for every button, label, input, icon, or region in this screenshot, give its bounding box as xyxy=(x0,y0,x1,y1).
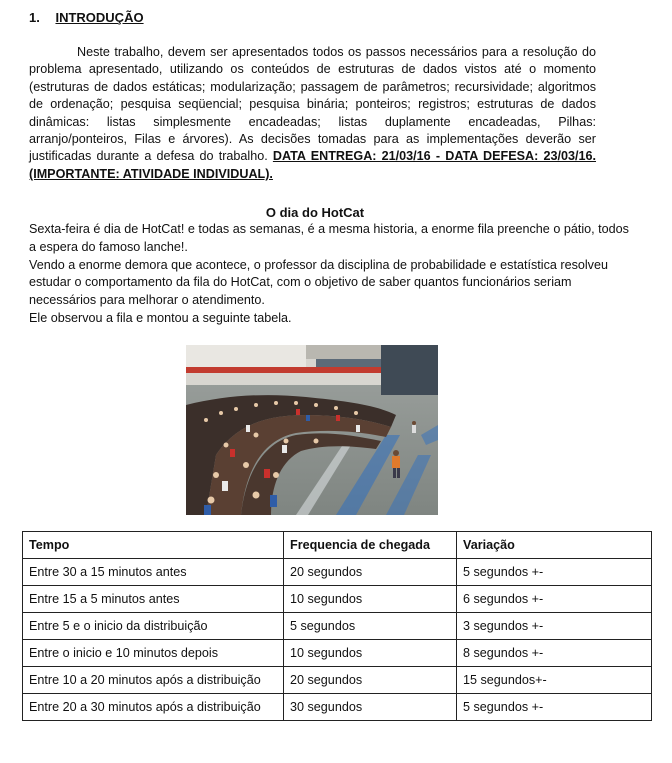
section-number: 1. xyxy=(29,10,40,25)
table-row xyxy=(23,640,652,667)
story-title: O dia do HotCat xyxy=(265,205,365,220)
table-header-row xyxy=(23,532,652,559)
table-cell: Entre 20 a 30 minutos após a distribuição xyxy=(23,694,284,721)
deadline-notice: DATA ENTREGA: 21/03/16 - DATA DEFESA: 23/03/16. (IMPORTANTE: ATIVIDADE INDIVIDUAL). xyxy=(29,149,597,181)
story-text xyxy=(29,221,629,328)
column-header-variacao: Variação xyxy=(457,532,652,559)
table-cell: Entre 15 a 5 minutos antes xyxy=(23,586,284,613)
table-row xyxy=(23,586,652,613)
table-cell: 6 segundos +- xyxy=(457,586,652,613)
table-cell: 8 segundos +- xyxy=(457,640,652,667)
column-header-tempo: Tempo xyxy=(23,532,284,559)
table-cell: 5 segundos +- xyxy=(457,694,652,721)
intro-body: Neste trabalho, devem ser apresentados todos os passos necessários para a resolução do problema apresentado, utilizando os conteúdos de estruturas de dados vistos até o momento (estruturas de dados estáticas; modularização; passagem de parâmetros; recursividade; algoritmos de ordenação; pesquisa seqüencial; pesquisa binária; ponteiros; registros; estruturas de dados dinâmicas: listas simplesmente encadeadas; listas duplamente encadeadas, Pilhas: arranjo/ponteiros, Filas e árvores). As decisões tomadas para as implementações deverão ser justificadas durante a defesa do trabalho. xyxy=(29,45,596,164)
table-cell: 20 segundos xyxy=(284,667,457,694)
arrival-table xyxy=(22,531,652,721)
table-cell: 15 segundos+- xyxy=(457,667,652,694)
column-header-frequencia: Frequencia de chegada xyxy=(284,532,457,559)
table-row xyxy=(23,667,652,694)
table-cell: 10 segundos xyxy=(284,640,457,667)
table-cell: 5 segundos +- xyxy=(457,559,652,586)
section-heading xyxy=(29,10,144,25)
story-paragraph: Sexta-feira é dia de HotCat! e todas as semanas, é a mesma historia, a enorme fila preenche o pátio, todos a espera do famoso lanche!. xyxy=(29,222,629,254)
table-cell: Entre 30 a 15 minutos antes xyxy=(23,559,284,586)
story-paragraph: Ele observou a fila e montou a seguinte tabela. xyxy=(29,310,292,325)
table-cell: Entre o inicio e 10 minutos depois xyxy=(23,640,284,667)
section-title: INTRODUÇÃO xyxy=(55,10,144,25)
queue-photo xyxy=(186,345,438,515)
intro-paragraph xyxy=(29,44,596,183)
table-cell: 10 segundos xyxy=(284,586,457,613)
table-cell: Entre 5 e o inicio da distribuição xyxy=(23,613,284,640)
table-cell: Entre 10 a 20 minutos após a distribuição xyxy=(23,667,284,694)
table-cell: 3 segundos +- xyxy=(457,613,652,640)
table-cell: 5 segundos xyxy=(284,613,457,640)
story-paragraph: Vendo a enorme demora que acontece, o professor da disciplina de probabilidade e estatística resolveu estudar o comportamento da fila do HotCat, com o objetivo de saber quantos funcionários seriam necessários para melhorar o atendimento. xyxy=(29,257,608,308)
table-cell: 20 segundos xyxy=(284,559,457,586)
table-row xyxy=(23,694,652,721)
table-row xyxy=(23,559,652,586)
table-cell: 30 segundos xyxy=(284,694,457,721)
table-row xyxy=(23,613,652,640)
